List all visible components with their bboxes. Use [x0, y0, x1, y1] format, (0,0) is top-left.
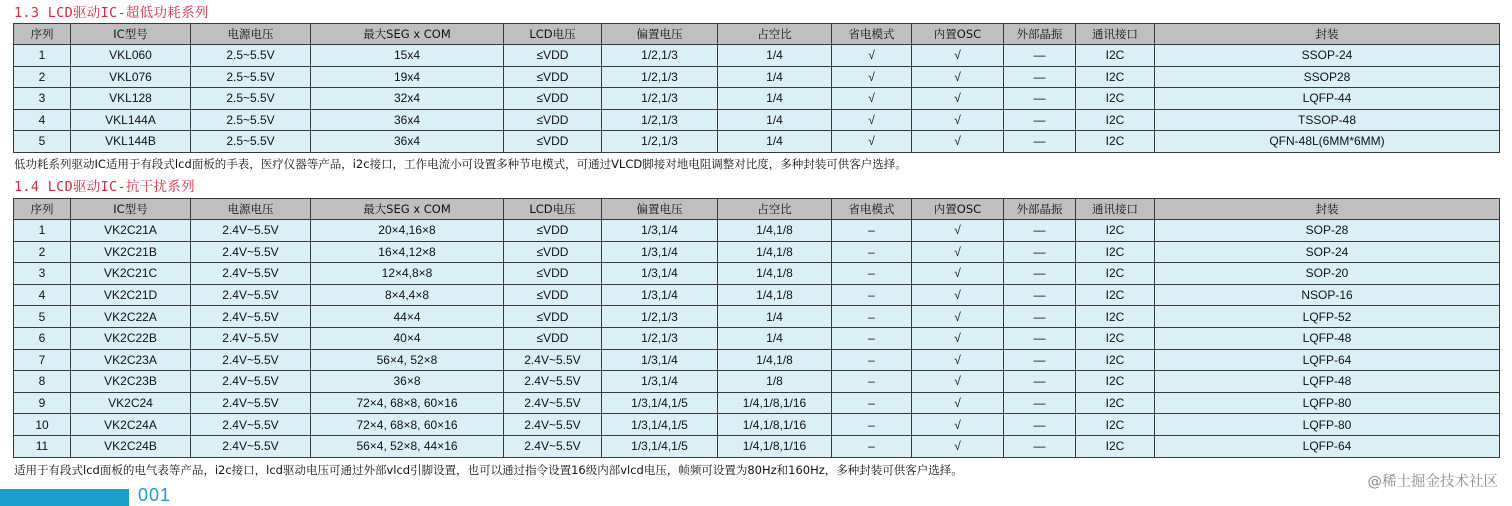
table-row: [14, 109, 1500, 131]
column-header: LCD电压: [504, 24, 602, 45]
table-cell: 2.4V~5.5V: [191, 284, 311, 306]
table-cell: I2C: [1076, 45, 1155, 67]
column-header: 外部晶振: [1004, 199, 1076, 220]
table-cell: —: [1004, 131, 1076, 153]
table-cell: VKL144B: [71, 131, 191, 153]
table-cell: 1/4,1/8: [718, 349, 832, 371]
table-cell: —: [1004, 435, 1076, 457]
table-cell: 1/2,1/3: [602, 45, 718, 67]
table-cell: VK2C21C: [71, 263, 191, 285]
table-cell: √: [912, 327, 1004, 349]
table-cell: 1/3,1/4,1/5: [602, 414, 718, 436]
table-cell: VK2C24A: [71, 414, 191, 436]
spec-table-anti-interference: [13, 198, 1500, 458]
table-cell: –: [832, 371, 912, 393]
column-header: 偏置电压: [602, 24, 718, 45]
column-header: 占空比: [718, 24, 832, 45]
table-cell: 1/4: [718, 109, 832, 131]
table-cell: 1: [14, 45, 71, 67]
table-cell: 36x4: [311, 109, 504, 131]
table-cell: 40×4: [311, 327, 504, 349]
table-cell: VKL144A: [71, 109, 191, 131]
table-cell: –: [832, 414, 912, 436]
column-header: 封装: [1155, 199, 1500, 220]
table-cell: 1/3,1/4: [602, 371, 718, 393]
table-cell: 16×4,12×8: [311, 241, 504, 263]
table-cell: SOP-24: [1155, 241, 1500, 263]
table-cell: 2.4V~5.5V: [191, 263, 311, 285]
table-cell: 2.4V~5.5V: [504, 435, 602, 457]
table-cell: √: [832, 66, 912, 88]
table-cell: —: [1004, 284, 1076, 306]
table-row: [14, 284, 1500, 306]
table-cell: 4: [14, 109, 71, 131]
spec-table-low-power: [13, 23, 1500, 153]
table-cell: I2C: [1076, 109, 1155, 131]
table-cell: √: [912, 45, 1004, 67]
table-cell: 2.4V~5.5V: [191, 392, 311, 414]
table-cell: ≤VDD: [504, 327, 602, 349]
table-cell: I2C: [1076, 327, 1155, 349]
table-cell: 2.5~5.5V: [191, 131, 311, 153]
table-cell: 1/4: [718, 88, 832, 110]
column-header: 通讯接口: [1076, 199, 1155, 220]
table-row: [14, 371, 1500, 393]
table-cell: 1/3,1/4: [602, 220, 718, 242]
table-cell: √: [912, 220, 1004, 242]
table-cell: VK2C21A: [71, 220, 191, 242]
table-cell: 2.4V~5.5V: [191, 306, 311, 328]
table-cell: 2.4V~5.5V: [504, 414, 602, 436]
table-cell: –: [832, 220, 912, 242]
table-cell: 19x4: [311, 66, 504, 88]
table-cell: √: [912, 349, 1004, 371]
table-cell: —: [1004, 392, 1076, 414]
table-cell: 2.5~5.5V: [191, 88, 311, 110]
table-cell: √: [912, 241, 1004, 263]
table-cell: 5: [14, 306, 71, 328]
table-cell: 1/4,1/8: [718, 263, 832, 285]
table-cell: 1/2,1/3: [602, 306, 718, 328]
column-header: 最大SEG x COM: [311, 199, 504, 220]
column-header: 电源电压: [191, 24, 311, 45]
column-header: 通讯接口: [1076, 24, 1155, 45]
table-cell: 3: [14, 263, 71, 285]
table-cell: 2.4V~5.5V: [191, 220, 311, 242]
table-cell: I2C: [1076, 392, 1155, 414]
table-cell: √: [832, 109, 912, 131]
table-row: [14, 435, 1500, 457]
table-cell: √: [912, 306, 1004, 328]
table-cell: 32x4: [311, 88, 504, 110]
table-cell: 36x4: [311, 131, 504, 153]
table-cell: 1/4,1/8,1/16: [718, 435, 832, 457]
table-cell: LQFP-44: [1155, 88, 1500, 110]
table-cell: VKL128: [71, 88, 191, 110]
section-note-low-power: 低功耗系列驱动IC适用于有段式lcd面板的手表，医疗仪器等产品，i2c接口，工作电流小可设置多种节电模式，可通过VLCD脚接对地电阻调整对比度，多种封装可供客户选择。: [14, 157, 907, 171]
table-cell: 1/4,1/8: [718, 284, 832, 306]
table-cell: –: [832, 306, 912, 328]
column-header: LCD电压: [504, 199, 602, 220]
table-cell: LQFP-64: [1155, 435, 1500, 457]
table-cell: I2C: [1076, 241, 1155, 263]
table-cell: 1/3,1/4,1/5: [602, 392, 718, 414]
table-cell: VK2C22B: [71, 327, 191, 349]
column-header: 序列: [14, 24, 71, 45]
table-cell: —: [1004, 306, 1076, 328]
table-cell: 1/2,1/3: [602, 327, 718, 349]
table-cell: VK2C21D: [71, 284, 191, 306]
table-cell: 20×4,16×8: [311, 220, 504, 242]
table-cell: 9: [14, 392, 71, 414]
table-cell: 2.4V~5.5V: [191, 371, 311, 393]
table-cell: 1/2,1/3: [602, 88, 718, 110]
section-title-low-power: 1.3 LCD驱动IC-超低功耗系列: [14, 5, 209, 21]
table-cell: 2.4V~5.5V: [191, 241, 311, 263]
column-header: 最大SEG x COM: [311, 24, 504, 45]
footer-accent-bar: [0, 489, 129, 506]
table-cell: ≤VDD: [504, 241, 602, 263]
table-cell: 2.5~5.5V: [191, 109, 311, 131]
table-cell: √: [912, 263, 1004, 285]
page-number: 001: [138, 485, 172, 505]
table-row: [14, 263, 1500, 285]
table-cell: 2.4V~5.5V: [504, 392, 602, 414]
table-cell: –: [832, 435, 912, 457]
table-cell: 8×4,4×8: [311, 284, 504, 306]
table-row: [14, 392, 1500, 414]
table-cell: 2.4V~5.5V: [504, 371, 602, 393]
table-row: [14, 45, 1500, 67]
table-cell: VK2C22A: [71, 306, 191, 328]
table-cell: LQFP-80: [1155, 414, 1500, 436]
table-row: [14, 220, 1500, 242]
table-cell: ≤VDD: [504, 109, 602, 131]
table-cell: –: [832, 349, 912, 371]
table-cell: √: [912, 414, 1004, 436]
table-cell: 56×4, 52×8: [311, 349, 504, 371]
table-cell: —: [1004, 45, 1076, 67]
table-row: [14, 414, 1500, 436]
table-cell: VKL076: [71, 66, 191, 88]
table-cell: LQFP-52: [1155, 306, 1500, 328]
column-header: 序列: [14, 199, 71, 220]
table-cell: VKL060: [71, 45, 191, 67]
section-title-anti-interference: 1.4 LCD驱动IC-抗干扰系列: [14, 179, 195, 195]
table-cell: —: [1004, 109, 1076, 131]
table-cell: 5: [14, 131, 71, 153]
table-cell: 1/4: [718, 327, 832, 349]
table-cell: 10: [14, 414, 71, 436]
table-cell: √: [912, 435, 1004, 457]
table-cell: I2C: [1076, 284, 1155, 306]
table-cell: —: [1004, 263, 1076, 285]
table-cell: 8: [14, 371, 71, 393]
table-cell: —: [1004, 327, 1076, 349]
table-cell: 1/4,1/8,1/16: [718, 392, 832, 414]
table-cell: I2C: [1076, 306, 1155, 328]
table-cell: √: [912, 66, 1004, 88]
table-cell: —: [1004, 349, 1076, 371]
table-cell: I2C: [1076, 66, 1155, 88]
column-header: 偏置电压: [602, 199, 718, 220]
column-header: IC型号: [71, 199, 191, 220]
column-header: 省电模式: [832, 199, 912, 220]
table-row: [14, 66, 1500, 88]
table-cell: ≤VDD: [504, 45, 602, 67]
table-cell: LQFP-80: [1155, 392, 1500, 414]
table-cell: 2.4V~5.5V: [504, 349, 602, 371]
table-cell: 1/4: [718, 66, 832, 88]
table-cell: 6: [14, 327, 71, 349]
column-header: 省电模式: [832, 24, 912, 45]
table-cell: 1/4,1/8: [718, 220, 832, 242]
table-cell: 15x4: [311, 45, 504, 67]
table-cell: –: [832, 263, 912, 285]
table-cell: 3: [14, 88, 71, 110]
table-cell: 2.4V~5.5V: [191, 435, 311, 457]
table-cell: I2C: [1076, 349, 1155, 371]
table-cell: 2.4V~5.5V: [191, 327, 311, 349]
table-cell: —: [1004, 371, 1076, 393]
table-cell: I2C: [1076, 88, 1155, 110]
table-cell: ≤VDD: [504, 284, 602, 306]
column-header: 封装: [1155, 24, 1500, 45]
table-cell: TSSOP-48: [1155, 109, 1500, 131]
table-cell: √: [912, 371, 1004, 393]
table-cell: √: [832, 45, 912, 67]
table-cell: √: [832, 131, 912, 153]
table-cell: NSOP-16: [1155, 284, 1500, 306]
table-cell: 11: [14, 435, 71, 457]
table-cell: 1/3,1/4: [602, 349, 718, 371]
table-cell: 1/4,1/8: [718, 241, 832, 263]
table-row: [14, 241, 1500, 263]
column-header: 外部晶振: [1004, 24, 1076, 45]
table-cell: √: [912, 109, 1004, 131]
table-row: [14, 306, 1500, 328]
table-cell: 2: [14, 66, 71, 88]
table-cell: VK2C23A: [71, 349, 191, 371]
table-row: [14, 131, 1500, 153]
table-header-row: [14, 199, 1500, 220]
table-cell: SOP-20: [1155, 263, 1500, 285]
table-row: [14, 349, 1500, 371]
table-cell: VK2C24: [71, 392, 191, 414]
table-cell: VK2C23B: [71, 371, 191, 393]
table-cell: √: [912, 131, 1004, 153]
table-cell: ≤VDD: [504, 131, 602, 153]
table-cell: 1: [14, 220, 71, 242]
table-cell: —: [1004, 414, 1076, 436]
table-cell: 1/3,1/4,1/5: [602, 435, 718, 457]
table-cell: –: [832, 392, 912, 414]
table-cell: 7: [14, 349, 71, 371]
watermark: @稀土掘金技术社区: [1367, 474, 1498, 490]
table-cell: √: [912, 88, 1004, 110]
table-cell: I2C: [1076, 414, 1155, 436]
table-cell: SSOP28: [1155, 66, 1500, 88]
table-cell: I2C: [1076, 435, 1155, 457]
table-cell: VK2C21B: [71, 241, 191, 263]
table-cell: –: [832, 327, 912, 349]
table-cell: 1/3,1/4: [602, 263, 718, 285]
table-cell: —: [1004, 88, 1076, 110]
table-cell: —: [1004, 66, 1076, 88]
table-header-row: [14, 24, 1500, 45]
table-cell: —: [1004, 241, 1076, 263]
table-row: [14, 88, 1500, 110]
table-cell: –: [832, 284, 912, 306]
table-cell: 4: [14, 284, 71, 306]
table-cell: √: [832, 88, 912, 110]
section-note-anti-interference: 适用于有段式lcd面板的电气表等产品，i2c接口，lcd驱动电压可通过外部vlcd引脚设置，也可以通过指令设置16级内部vlcd电压，帧频可设置为80Hz和160Hz，多种封装可供客户选择。: [14, 463, 963, 477]
column-header: 内置OSC: [912, 24, 1004, 45]
table-cell: I2C: [1076, 220, 1155, 242]
table-cell: VK2C24B: [71, 435, 191, 457]
table-cell: 12×4,8×8: [311, 263, 504, 285]
table-cell: 72×4, 68×8, 60×16: [311, 414, 504, 436]
table-cell: ≤VDD: [504, 220, 602, 242]
table-cell: 1/4: [718, 131, 832, 153]
table-cell: √: [912, 392, 1004, 414]
table-cell: 1/3,1/4: [602, 284, 718, 306]
table-cell: 2: [14, 241, 71, 263]
table-cell: LQFP-64: [1155, 349, 1500, 371]
table-cell: ≤VDD: [504, 88, 602, 110]
table-cell: I2C: [1076, 263, 1155, 285]
column-header: 内置OSC: [912, 199, 1004, 220]
table-cell: SOP-28: [1155, 220, 1500, 242]
table-cell: SSOP-24: [1155, 45, 1500, 67]
table-cell: 36×8: [311, 371, 504, 393]
table-cell: √: [912, 284, 1004, 306]
table-cell: 1/4: [718, 306, 832, 328]
column-header: IC型号: [71, 24, 191, 45]
table-row: [14, 327, 1500, 349]
table-cell: ≤VDD: [504, 66, 602, 88]
table-cell: 1/4,1/8,1/16: [718, 414, 832, 436]
table-cell: –: [832, 241, 912, 263]
table-cell: I2C: [1076, 131, 1155, 153]
table-cell: 1/3,1/4: [602, 241, 718, 263]
table-cell: 2.5~5.5V: [191, 45, 311, 67]
table-cell: 72×4, 68×8, 60×16: [311, 392, 504, 414]
table-cell: 44×4: [311, 306, 504, 328]
table-cell: 56×4, 52×8, 44×16: [311, 435, 504, 457]
table-cell: 1/8: [718, 371, 832, 393]
table-cell: 2.4V~5.5V: [191, 414, 311, 436]
table-cell: 1/2,1/3: [602, 131, 718, 153]
column-header: 占空比: [718, 199, 832, 220]
table-cell: ≤VDD: [504, 263, 602, 285]
table-cell: LQFP-48: [1155, 371, 1500, 393]
table-cell: —: [1004, 220, 1076, 242]
table-cell: LQFP-48: [1155, 327, 1500, 349]
table-cell: 1/2,1/3: [602, 66, 718, 88]
column-header: 电源电压: [191, 199, 311, 220]
table-cell: 2.4V~5.5V: [191, 349, 311, 371]
table-cell: I2C: [1076, 371, 1155, 393]
table-cell: 1/2,1/3: [602, 109, 718, 131]
table-cell: 1/4: [718, 45, 832, 67]
table-cell: 2.5~5.5V: [191, 66, 311, 88]
table-cell: QFN-48L(6MM*6MM): [1155, 131, 1500, 153]
table-cell: ≤VDD: [504, 306, 602, 328]
